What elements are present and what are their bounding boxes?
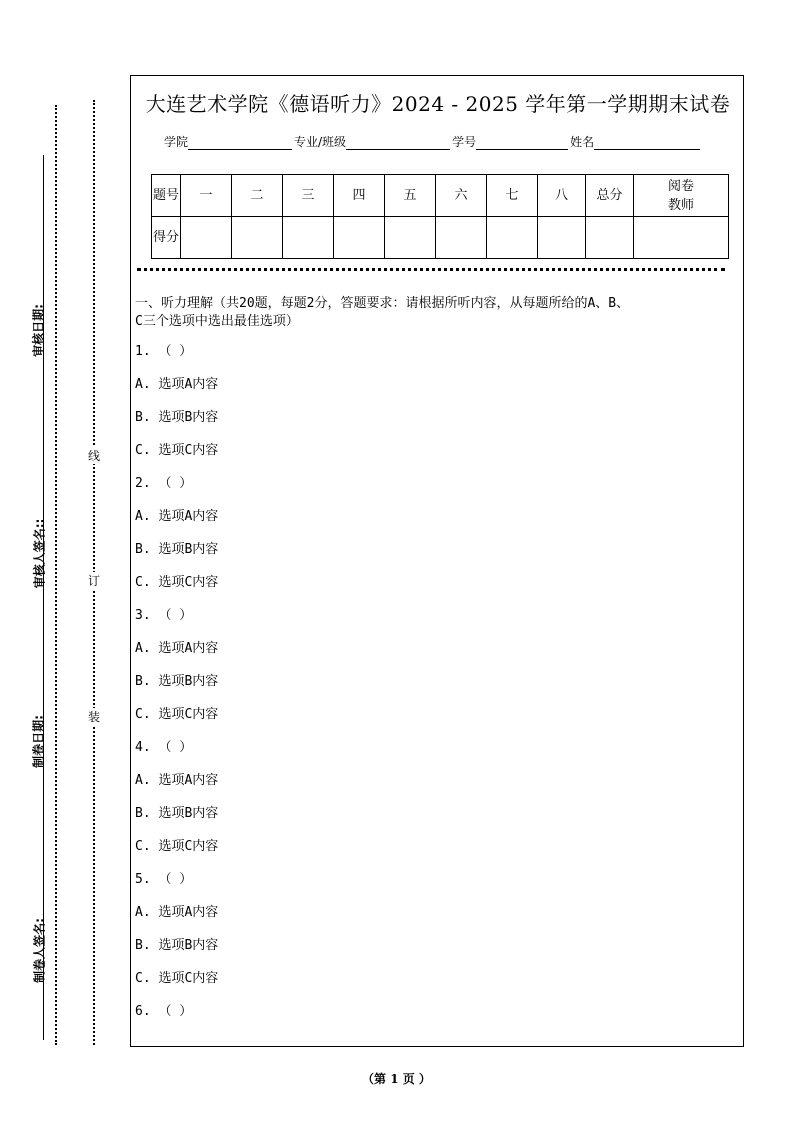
- option-c: C. 选项C内容: [135, 707, 219, 722]
- score-col-3: 三: [283, 175, 334, 217]
- question-block: [135, 731, 747, 863]
- option-a: A. 选项A内容: [135, 773, 219, 788]
- option-b: B. 选项B内容: [135, 542, 219, 557]
- question-stem: 3. （ ）: [135, 608, 193, 623]
- dotted-separator: [137, 268, 725, 271]
- score-cell-2[interactable]: [232, 217, 283, 259]
- question-stem: 5. （ ）: [135, 872, 193, 887]
- maker-date-label: 制卷日期:: [31, 715, 46, 768]
- section-intro-line1: 一、听力理解（共20题，每题2分，答题要求：请根据所听内容，从每题所给的A、B、: [135, 296, 630, 311]
- section-intro-line2: C三个选项中选出最佳选项）: [135, 314, 299, 329]
- score-cell-total[interactable]: [586, 217, 634, 259]
- score-col-1: 一: [181, 175, 232, 217]
- score-col-6: 六: [436, 175, 487, 217]
- option-c: C. 选项C内容: [135, 575, 219, 590]
- question-section: [135, 295, 747, 1028]
- score-col-grader: [634, 175, 729, 217]
- option-c: C. 选项C内容: [135, 839, 219, 854]
- score-col-4: 四: [334, 175, 385, 217]
- margin-dotted-line-left: [55, 105, 57, 1045]
- score-cell-1[interactable]: [181, 217, 232, 259]
- binding-mark-attach: 装: [87, 710, 100, 724]
- name-field[interactable]: [594, 137, 700, 150]
- option-b: B. 选项B内容: [135, 806, 219, 821]
- option-a: A. 选项A内容: [135, 641, 219, 656]
- question-stem: 4. （ ）: [135, 740, 193, 755]
- score-col-7: 七: [487, 175, 538, 217]
- maker-sign-label: 制卷人签名:: [32, 918, 47, 983]
- score-col-5: 五: [385, 175, 436, 217]
- question-block: [135, 335, 747, 467]
- exam-frame: [130, 75, 744, 1047]
- major-field[interactable]: [346, 137, 450, 150]
- score-col-2: 二: [232, 175, 283, 217]
- score-cell-8[interactable]: [538, 217, 586, 259]
- id-field[interactable]: [476, 137, 568, 150]
- name-label: 姓名: [570, 135, 595, 149]
- score-col-8: 八: [538, 175, 586, 217]
- binding-mark-line: 线: [87, 449, 100, 463]
- option-b: B. 选项B内容: [135, 674, 219, 689]
- question-stem: 2. （ ）: [135, 476, 193, 491]
- option-b: B. 选项B内容: [135, 410, 219, 425]
- school-field[interactable]: [188, 137, 292, 150]
- binding-mark-order: 订: [87, 574, 100, 588]
- page-number: （第 1 页 ）: [362, 1072, 431, 1086]
- option-a: A. 选项A内容: [135, 377, 219, 392]
- score-cell-grader[interactable]: [634, 217, 729, 259]
- question-block: [135, 467, 747, 599]
- reviewer-sign-label: 审核人签名::: [32, 518, 47, 589]
- score-cell-4[interactable]: [334, 217, 385, 259]
- question-stem: 1. （ ）: [135, 344, 193, 359]
- score-col-total: 总分: [586, 175, 634, 217]
- option-c: C. 选项C内容: [135, 443, 219, 458]
- major-label: 专业/班级: [294, 135, 347, 149]
- score-cell-6[interactable]: [436, 217, 487, 259]
- option-a: A. 选项A内容: [135, 509, 219, 524]
- question-block: [135, 863, 747, 995]
- question-stem-6: 6. （ ）: [135, 1004, 193, 1019]
- option-c: C. 选项C内容: [135, 971, 219, 986]
- grader-label: 阅卷教师: [667, 178, 694, 213]
- reviewer-date-label: 审核日期:: [31, 304, 46, 357]
- exam-title: 大连艺术学院《德语听力》2024 - 2025 学年第一学期期末试卷: [145, 92, 731, 116]
- option-a: A. 选项A内容: [135, 905, 219, 920]
- score-cell-7[interactable]: [487, 217, 538, 259]
- score-cell-5[interactable]: [385, 217, 436, 259]
- student-info-row: [164, 133, 702, 150]
- score-table-row2-label: 得分: [152, 217, 181, 259]
- question-block: [135, 599, 747, 731]
- option-b: B. 选项B内容: [135, 938, 219, 953]
- score-table-row1-label: 题号: [152, 175, 181, 217]
- id-label: 学号: [452, 135, 477, 149]
- score-cell-3[interactable]: [283, 217, 334, 259]
- score-table: [151, 174, 729, 259]
- school-label: 学院: [164, 135, 189, 149]
